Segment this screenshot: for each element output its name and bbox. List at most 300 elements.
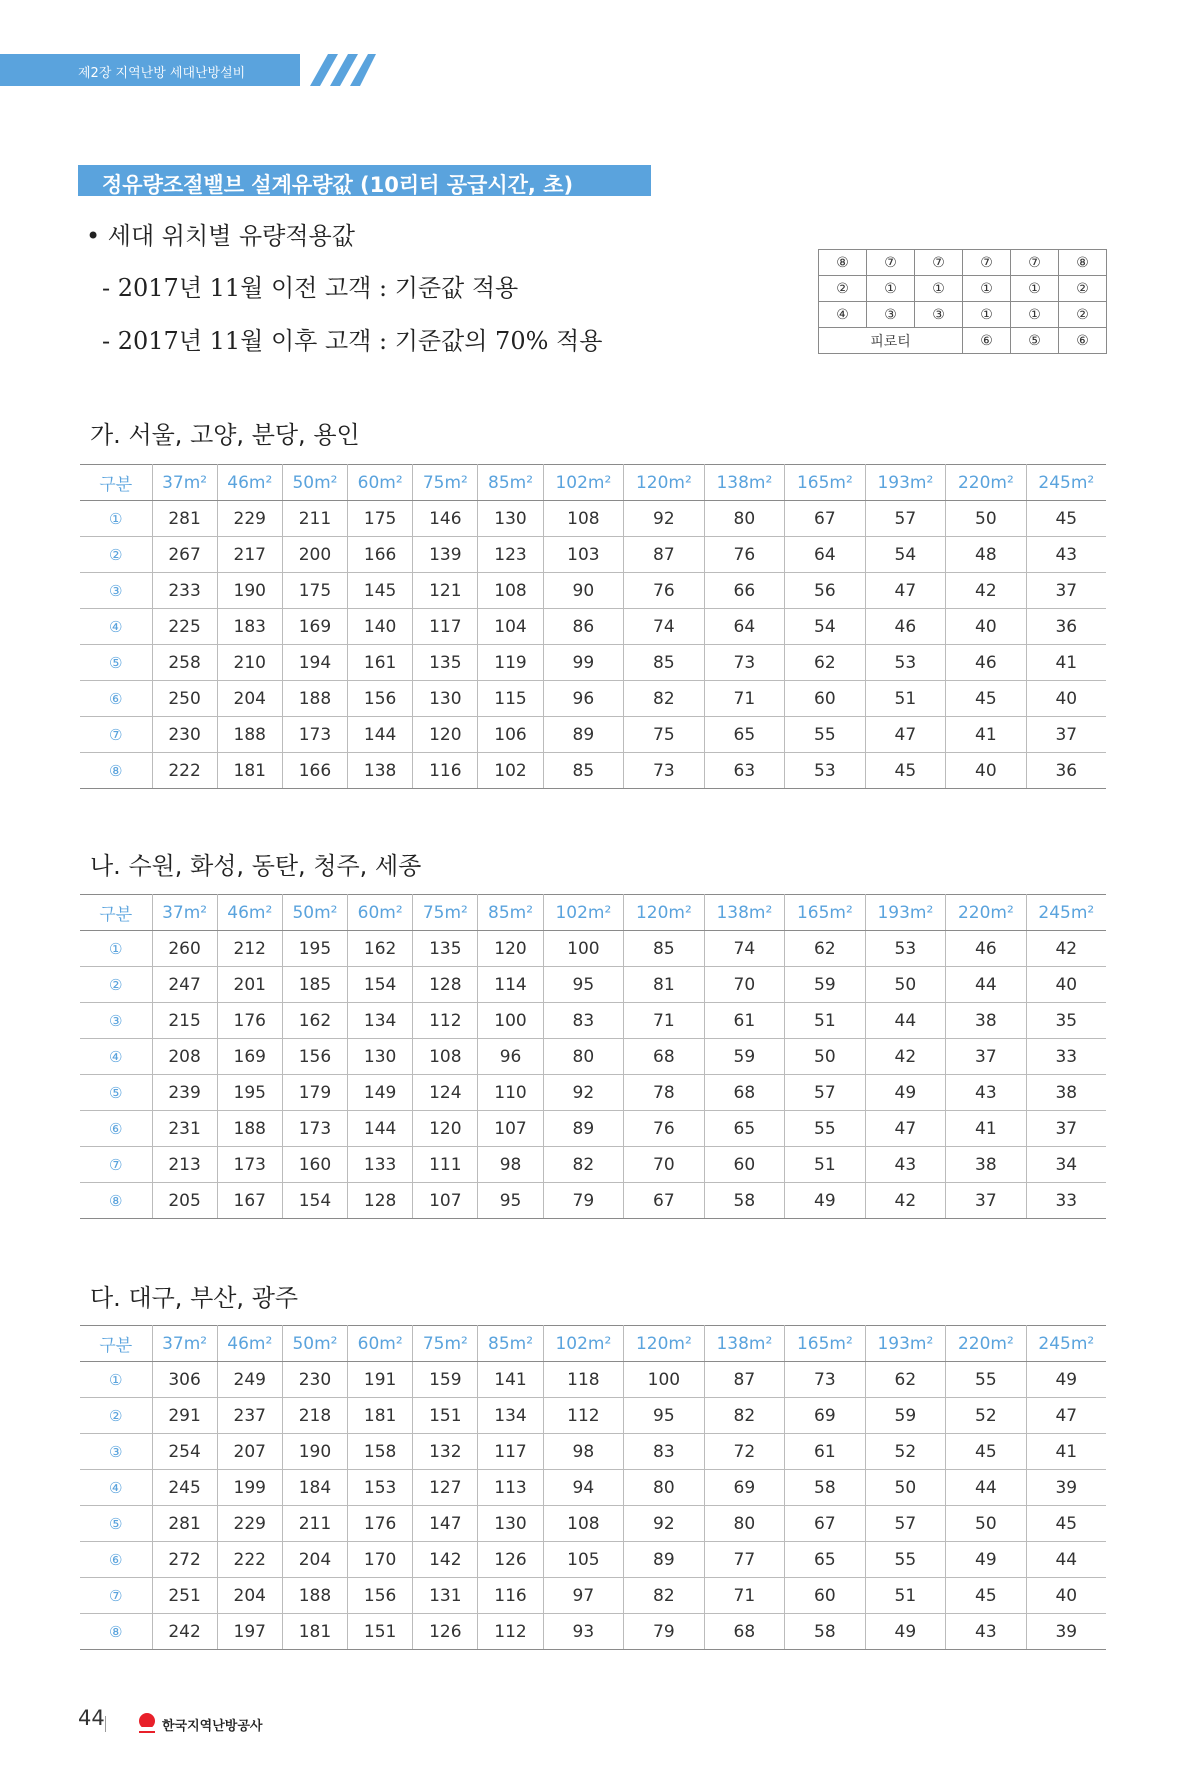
flow-value-cell: 108 — [543, 501, 624, 537]
table-row — [80, 967, 1106, 1003]
flow-value-cell: 68 — [704, 1075, 785, 1111]
flow-value-cell: 117 — [478, 1434, 543, 1470]
flow-value-cell: 230 — [282, 1362, 347, 1398]
flow-value-cell: 41 — [1026, 645, 1106, 681]
flow-value-cell: 191 — [348, 1362, 413, 1398]
flow-value-cell: 58 — [785, 1470, 866, 1506]
row-position-label: ③ — [80, 1003, 152, 1039]
flow-value-cell: 76 — [704, 537, 785, 573]
flow-value-cell: 68 — [624, 1039, 705, 1075]
flow-value-cell: 166 — [282, 753, 347, 789]
flow-value-cell: 51 — [865, 1578, 946, 1614]
flow-value-cell: 56 — [785, 573, 866, 609]
row-position-label: ⑤ — [80, 1506, 152, 1542]
flow-value-cell: 38 — [946, 1147, 1027, 1183]
building-location-diagram — [818, 249, 1107, 354]
flow-value-cell: 60 — [785, 1578, 866, 1614]
flow-value-cell: 160 — [282, 1147, 347, 1183]
flow-value-cell: 67 — [785, 1506, 866, 1542]
flow-value-cell: 195 — [217, 1075, 282, 1111]
flow-value-cell: 83 — [624, 1434, 705, 1470]
chapter-label: 제2장 지역난방 세대난방설비 — [78, 66, 246, 81]
flow-value-cell: 200 — [282, 537, 347, 573]
column-header-area: 193m² — [865, 1326, 946, 1362]
table-row — [80, 609, 1106, 645]
row-position-label: ⑦ — [80, 1578, 152, 1614]
column-header-area: 120m² — [624, 465, 705, 501]
table-title-suwon: 나. 수원, 화성, 동탄, 청주, 세종 — [90, 852, 422, 880]
row-position-label: ⑦ — [80, 717, 152, 753]
building-cell: ② — [819, 276, 867, 302]
flow-value-cell: 49 — [785, 1183, 866, 1219]
flow-value-cell: 69 — [785, 1398, 866, 1434]
flow-value-cell: 79 — [624, 1614, 705, 1650]
column-header-area: 37m² — [152, 1326, 217, 1362]
flow-value-cell: 44 — [865, 1003, 946, 1039]
flow-value-cell: 154 — [282, 1183, 347, 1219]
flow-value-cell: 212 — [217, 931, 282, 967]
flow-value-cell: 46 — [865, 609, 946, 645]
row-position-label: ② — [80, 1398, 152, 1434]
row-position-label: ① — [80, 501, 152, 537]
flow-value-cell: 190 — [282, 1434, 347, 1470]
flow-value-cell: 121 — [413, 573, 478, 609]
flow-value-cell: 102 — [478, 753, 543, 789]
flow-value-cell: 197 — [217, 1614, 282, 1650]
flow-value-cell: 41 — [1026, 1434, 1106, 1470]
flow-value-cell: 40 — [1026, 681, 1106, 717]
flow-value-cell: 128 — [413, 967, 478, 1003]
flow-value-cell: 74 — [624, 609, 705, 645]
flow-value-cell: 35 — [1026, 1003, 1106, 1039]
flow-value-cell: 116 — [413, 753, 478, 789]
flow-value-cell: 188 — [217, 717, 282, 753]
row-position-label: ⑧ — [80, 753, 152, 789]
flow-value-cell: 195 — [282, 931, 347, 967]
flow-value-cell: 207 — [217, 1434, 282, 1470]
flow-value-cell: 36 — [1026, 609, 1106, 645]
flow-value-cell: 229 — [217, 1506, 282, 1542]
flow-value-cell: 40 — [1026, 967, 1106, 1003]
building-cell: ⑤ — [1011, 328, 1059, 354]
table-row — [80, 753, 1106, 789]
table-row — [80, 1506, 1106, 1542]
flow-value-cell: 112 — [478, 1614, 543, 1650]
column-header-area: 245m² — [1026, 465, 1106, 501]
flow-value-cell: 98 — [478, 1147, 543, 1183]
column-header-area: 75m² — [413, 895, 478, 931]
building-cell: ③ — [915, 302, 963, 328]
flow-value-cell: 247 — [152, 967, 217, 1003]
flow-value-cell: 67 — [624, 1183, 705, 1219]
flow-value-cell: 93 — [543, 1614, 624, 1650]
building-cell: ⑦ — [963, 250, 1011, 276]
column-header-area: 165m² — [785, 465, 866, 501]
flow-value-cell: 49 — [865, 1075, 946, 1111]
table-row — [80, 645, 1106, 681]
column-header-area: 245m² — [1026, 1326, 1106, 1362]
flow-value-cell: 47 — [1026, 1398, 1106, 1434]
flow-table-seoul — [80, 464, 1106, 789]
column-header-area: 37m² — [152, 895, 217, 931]
table-row — [80, 1542, 1106, 1578]
flow-value-cell: 37 — [1026, 573, 1106, 609]
flow-value-cell: 42 — [865, 1183, 946, 1219]
column-header-area: 60m² — [348, 465, 413, 501]
flow-value-cell: 188 — [217, 1111, 282, 1147]
flow-value-cell: 59 — [865, 1398, 946, 1434]
row-position-label: ⑦ — [80, 1147, 152, 1183]
flow-value-cell: 210 — [217, 645, 282, 681]
flow-value-cell: 90 — [543, 573, 624, 609]
flow-value-cell: 73 — [704, 645, 785, 681]
flow-value-cell: 41 — [946, 1111, 1027, 1147]
flow-value-cell: 153 — [348, 1470, 413, 1506]
flow-value-cell: 194 — [282, 645, 347, 681]
column-header-area: 50m² — [282, 1326, 347, 1362]
flow-value-cell: 176 — [348, 1506, 413, 1542]
flow-value-cell: 82 — [624, 1578, 705, 1614]
flow-value-cell: 76 — [624, 573, 705, 609]
flow-value-cell: 112 — [413, 1003, 478, 1039]
building-row — [819, 250, 1107, 276]
flow-value-cell: 162 — [282, 1003, 347, 1039]
flow-value-cell: 130 — [478, 501, 543, 537]
flow-value-cell: 272 — [152, 1542, 217, 1578]
flow-value-cell: 50 — [946, 501, 1027, 537]
flow-value-cell: 245 — [152, 1470, 217, 1506]
row-position-label: ⑤ — [80, 645, 152, 681]
flow-value-cell: 74 — [704, 931, 785, 967]
building-cell: ⑧ — [819, 250, 867, 276]
section-heading-text: 정유량조절밸브 설계유량값 (10리터 공급시간, 초) — [102, 173, 574, 197]
row-position-label: ⑤ — [80, 1075, 152, 1111]
flow-value-cell: 183 — [217, 609, 282, 645]
flow-value-cell: 52 — [865, 1434, 946, 1470]
flow-value-cell: 46 — [946, 645, 1027, 681]
flow-value-cell: 204 — [217, 681, 282, 717]
flow-value-cell: 123 — [478, 537, 543, 573]
flow-value-cell: 37 — [1026, 717, 1106, 753]
flow-value-cell: 146 — [413, 501, 478, 537]
table-row — [80, 1147, 1106, 1183]
flow-value-cell: 83 — [543, 1003, 624, 1039]
flow-value-cell: 181 — [282, 1614, 347, 1650]
flow-value-cell: 169 — [282, 609, 347, 645]
flow-value-cell: 39 — [1026, 1614, 1106, 1650]
flow-value-cell: 66 — [704, 573, 785, 609]
flow-value-cell: 281 — [152, 1506, 217, 1542]
row-position-label: ③ — [80, 1434, 152, 1470]
flow-value-cell: 242 — [152, 1614, 217, 1650]
flow-value-cell: 175 — [348, 501, 413, 537]
flow-value-cell: 162 — [348, 931, 413, 967]
flow-value-cell: 59 — [704, 1039, 785, 1075]
flow-value-cell: 45 — [946, 1578, 1027, 1614]
flow-value-cell: 46 — [946, 931, 1027, 967]
flow-value-cell: 49 — [865, 1614, 946, 1650]
column-header-area: 46m² — [217, 895, 282, 931]
flow-value-cell: 87 — [704, 1362, 785, 1398]
table-row — [80, 573, 1106, 609]
table-row — [80, 501, 1106, 537]
flow-value-cell: 40 — [1026, 1578, 1106, 1614]
flow-value-cell: 36 — [1026, 753, 1106, 789]
column-header-area: 75m² — [413, 1326, 478, 1362]
flow-value-cell: 104 — [478, 609, 543, 645]
column-header-area: 220m² — [946, 465, 1027, 501]
flow-value-cell: 135 — [413, 931, 478, 967]
row-position-label: ② — [80, 967, 152, 1003]
flow-value-cell: 147 — [413, 1506, 478, 1542]
flow-value-cell: 181 — [348, 1398, 413, 1434]
flow-value-cell: 229 — [217, 501, 282, 537]
flow-value-cell: 230 — [152, 717, 217, 753]
flow-value-cell: 38 — [1026, 1075, 1106, 1111]
building-row — [819, 276, 1107, 302]
column-header-area: 220m² — [946, 1326, 1027, 1362]
column-header-area: 85m² — [478, 1326, 543, 1362]
flow-value-cell: 188 — [282, 1578, 347, 1614]
flow-value-cell: 205 — [152, 1183, 217, 1219]
column-header-area: 193m² — [865, 465, 946, 501]
flow-value-cell: 151 — [413, 1398, 478, 1434]
column-header-area: 165m² — [785, 895, 866, 931]
flow-value-cell: 107 — [413, 1183, 478, 1219]
flow-value-cell: 107 — [478, 1111, 543, 1147]
flow-value-cell: 72 — [704, 1434, 785, 1470]
flow-value-cell: 132 — [413, 1434, 478, 1470]
flow-value-cell: 57 — [785, 1075, 866, 1111]
flow-value-cell: 73 — [785, 1362, 866, 1398]
flow-value-cell: 82 — [624, 681, 705, 717]
flow-value-cell: 99 — [543, 645, 624, 681]
flow-value-cell: 45 — [946, 1434, 1027, 1470]
column-header-area: 138m² — [704, 895, 785, 931]
flow-value-cell: 79 — [543, 1183, 624, 1219]
column-header-area: 46m² — [217, 465, 282, 501]
flow-value-cell: 33 — [1026, 1183, 1106, 1219]
flow-value-cell: 37 — [946, 1039, 1027, 1075]
flow-value-cell: 167 — [217, 1183, 282, 1219]
flow-value-cell: 80 — [704, 1506, 785, 1542]
flow-value-cell: 231 — [152, 1111, 217, 1147]
flow-value-cell: 188 — [282, 681, 347, 717]
flow-value-cell: 100 — [478, 1003, 543, 1039]
flow-value-cell: 62 — [785, 645, 866, 681]
flow-value-cell: 44 — [1026, 1542, 1106, 1578]
flow-value-cell: 80 — [704, 501, 785, 537]
flow-value-cell: 50 — [865, 967, 946, 1003]
flow-value-cell: 127 — [413, 1470, 478, 1506]
row-position-label: ① — [80, 1362, 152, 1398]
flow-value-cell: 43 — [1026, 537, 1106, 573]
section-heading — [78, 165, 651, 196]
flow-value-cell: 149 — [348, 1075, 413, 1111]
flow-value-cell: 184 — [282, 1470, 347, 1506]
flow-value-cell: 71 — [624, 1003, 705, 1039]
column-header-area: 75m² — [413, 465, 478, 501]
flow-value-cell: 58 — [704, 1183, 785, 1219]
flow-value-cell: 65 — [704, 1111, 785, 1147]
flow-value-cell: 306 — [152, 1362, 217, 1398]
flow-value-cell: 239 — [152, 1075, 217, 1111]
flow-value-cell: 59 — [785, 967, 866, 1003]
flow-value-cell: 85 — [624, 931, 705, 967]
flow-value-cell: 61 — [704, 1003, 785, 1039]
table-row — [80, 1578, 1106, 1614]
building-cell: ③ — [867, 302, 915, 328]
flow-value-cell: 185 — [282, 967, 347, 1003]
row-position-label: ④ — [80, 1039, 152, 1075]
flow-value-cell: 44 — [946, 1470, 1027, 1506]
column-header-area: 220m² — [946, 895, 1027, 931]
flow-value-cell: 62 — [865, 1362, 946, 1398]
flow-value-cell: 49 — [946, 1542, 1027, 1578]
flow-value-cell: 34 — [1026, 1147, 1106, 1183]
flow-value-cell: 64 — [785, 537, 866, 573]
flow-value-cell: 86 — [543, 609, 624, 645]
flow-value-cell: 120 — [413, 717, 478, 753]
flow-value-cell: 67 — [785, 501, 866, 537]
building-row — [819, 328, 1107, 354]
row-position-label: ⑥ — [80, 681, 152, 717]
flow-value-cell: 130 — [348, 1039, 413, 1075]
flow-value-cell: 199 — [217, 1470, 282, 1506]
column-header-area: 245m² — [1026, 895, 1106, 931]
row-position-label: ④ — [80, 1470, 152, 1506]
page-number: 44 — [78, 1706, 105, 1730]
flow-value-cell: 151 — [348, 1614, 413, 1650]
flow-value-cell: 47 — [865, 573, 946, 609]
flow-value-cell: 37 — [1026, 1111, 1106, 1147]
flow-value-cell: 43 — [865, 1147, 946, 1183]
flow-value-cell: 82 — [543, 1147, 624, 1183]
flow-value-cell: 170 — [348, 1542, 413, 1578]
flow-value-cell: 98 — [543, 1434, 624, 1470]
flow-value-cell: 108 — [413, 1039, 478, 1075]
column-header-area: 120m² — [624, 1326, 705, 1362]
flow-value-cell: 55 — [946, 1362, 1027, 1398]
flow-value-cell: 81 — [624, 967, 705, 1003]
flow-value-cell: 141 — [478, 1362, 543, 1398]
flow-value-cell: 126 — [413, 1614, 478, 1650]
flow-value-cell: 108 — [478, 573, 543, 609]
flow-value-cell: 76 — [624, 1111, 705, 1147]
column-header-category: 구분 — [80, 465, 152, 501]
flow-value-cell: 281 — [152, 501, 217, 537]
column-header-area: 138m² — [704, 465, 785, 501]
flow-value-cell: 82 — [704, 1398, 785, 1434]
flow-value-cell: 96 — [478, 1039, 543, 1075]
flow-value-cell: 57 — [865, 1506, 946, 1542]
flow-value-cell: 173 — [217, 1147, 282, 1183]
flow-value-cell: 254 — [152, 1434, 217, 1470]
table-row — [80, 931, 1106, 967]
row-position-label: ④ — [80, 609, 152, 645]
flow-value-cell: 53 — [865, 931, 946, 967]
column-header-area: 138m² — [704, 1326, 785, 1362]
flow-value-cell: 92 — [624, 1506, 705, 1542]
column-header-area: 120m² — [624, 895, 705, 931]
flow-value-cell: 116 — [478, 1578, 543, 1614]
flow-value-cell: 225 — [152, 609, 217, 645]
flow-value-cell: 42 — [1026, 931, 1106, 967]
flow-value-cell: 144 — [348, 717, 413, 753]
row-position-label: ① — [80, 931, 152, 967]
flow-value-cell: 135 — [413, 645, 478, 681]
flow-value-cell: 50 — [865, 1470, 946, 1506]
flow-value-cell: 117 — [413, 609, 478, 645]
column-header-area: 102m² — [543, 1326, 624, 1362]
flow-value-cell: 130 — [478, 1506, 543, 1542]
row-position-label: ⑧ — [80, 1614, 152, 1650]
flow-value-cell: 213 — [152, 1147, 217, 1183]
row-position-label: ② — [80, 537, 152, 573]
building-row — [819, 302, 1107, 328]
flow-value-cell: 38 — [946, 1003, 1027, 1039]
flow-value-cell: 166 — [348, 537, 413, 573]
building-cell: ① — [915, 276, 963, 302]
building-cell: ① — [963, 302, 1011, 328]
table-row — [80, 1398, 1106, 1434]
flow-value-cell: 204 — [282, 1542, 347, 1578]
flow-value-cell: 222 — [217, 1542, 282, 1578]
column-header-area: 37m² — [152, 465, 217, 501]
flow-value-cell: 45 — [946, 681, 1027, 717]
table-title-seoul: 가. 서울, 고양, 분당, 용인 — [90, 421, 360, 449]
flow-value-cell: 110 — [478, 1075, 543, 1111]
table-row — [80, 1183, 1106, 1219]
flow-value-cell: 73 — [624, 753, 705, 789]
flow-value-cell: 120 — [413, 1111, 478, 1147]
column-header-area: 102m² — [543, 895, 624, 931]
flow-value-cell: 62 — [785, 931, 866, 967]
flow-value-cell: 57 — [865, 501, 946, 537]
flow-value-cell: 115 — [478, 681, 543, 717]
chapter-band — [0, 54, 300, 86]
flow-value-cell: 291 — [152, 1398, 217, 1434]
flow-value-cell: 133 — [348, 1147, 413, 1183]
flow-value-cell: 169 — [217, 1039, 282, 1075]
bullet-line-after-2017: - 2017년 11월 이후 고객 : 기준값의 70% 적용 — [102, 327, 603, 355]
flow-value-cell: 78 — [624, 1075, 705, 1111]
flow-value-cell: 100 — [624, 1362, 705, 1398]
column-header-area: 85m² — [478, 895, 543, 931]
flow-value-cell: 92 — [543, 1075, 624, 1111]
table-row — [80, 1111, 1106, 1147]
column-header-area: 50m² — [282, 895, 347, 931]
flow-value-cell: 54 — [785, 609, 866, 645]
flow-value-cell: 124 — [413, 1075, 478, 1111]
flow-value-cell: 43 — [946, 1614, 1027, 1650]
flow-value-cell: 145 — [348, 573, 413, 609]
building-cell: ⑧ — [1059, 250, 1107, 276]
flow-value-cell: 173 — [282, 1111, 347, 1147]
flow-value-cell: 92 — [624, 501, 705, 537]
page-separator — [105, 1716, 106, 1732]
flow-table-suwon — [80, 894, 1106, 1219]
flow-value-cell: 49 — [1026, 1362, 1106, 1398]
table-row — [80, 1362, 1106, 1398]
column-header-area: 102m² — [543, 465, 624, 501]
table-row — [80, 1075, 1106, 1111]
flow-value-cell: 69 — [704, 1470, 785, 1506]
building-cell: ⑥ — [1059, 328, 1107, 354]
flow-value-cell: 47 — [865, 717, 946, 753]
column-header-category: 구분 — [80, 1326, 152, 1362]
flow-value-cell: 65 — [704, 717, 785, 753]
